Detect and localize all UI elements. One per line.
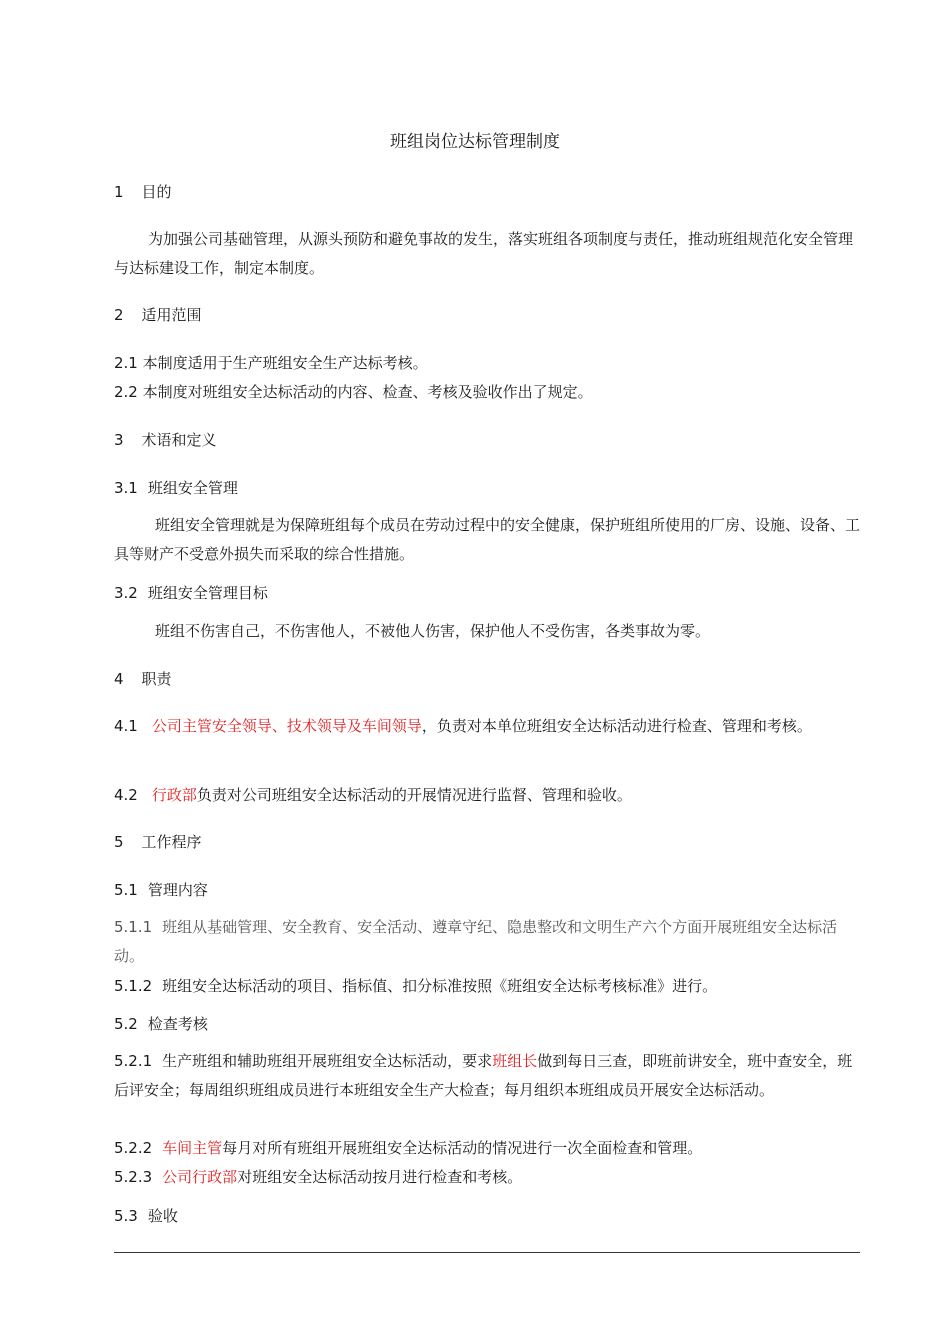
- highlighted-responsible-party: 行政部: [151, 786, 197, 804]
- section-title: 适用范围: [141, 306, 202, 324]
- section-number: 1: [114, 183, 124, 201]
- section-title: 职责: [141, 670, 172, 688]
- section-number: 5: [114, 833, 124, 851]
- subsection-5-3-heading: 5.3 验收: [114, 1207, 178, 1225]
- highlighted-responsible-party: 公司主管安全领导、技术领导及车间领导: [151, 717, 422, 735]
- clause-5-1-1: 5.1.1 班组从基础管理、安全教育、安全活动、遵章守纪、隐患整改和文明生产六个方面开展班组安全达标活动。: [114, 918, 838, 965]
- subsection-5-1-heading: 5.1 管理内容: [114, 881, 208, 899]
- subsection-3-2-heading: 3.2 班组安全管理目标: [114, 584, 268, 602]
- clause-4-1: 4.1 公司主管安全领导、技术领导及车间领导，负责对本单位班组安全达标活动进行检查、管理和考核。: [114, 717, 812, 735]
- highlighted-responsible-party: 班组长: [492, 1052, 538, 1070]
- section-title: 工作程序: [141, 833, 202, 851]
- highlighted-responsible-party: 公司行政部: [162, 1168, 238, 1186]
- clause-2-1: 2.1 本制度适用于生产班组安全生产达标考核。: [114, 354, 428, 372]
- subsection-3-1-body: 班组安全管理就是为保障班组每个成员在劳动过程中的安全健康，保护班组所使用的厂房、设施、设备、工具等财产不受意外损失而采取的综合性措施。: [114, 516, 861, 563]
- clause-2-2: 2.2 本制度对班组安全达标活动的内容、检查、考核及验收作出了规定。: [114, 383, 593, 401]
- subsection-5-2-heading: 5.2 检查考核: [114, 1015, 208, 1033]
- section-number: 4: [114, 670, 124, 688]
- clause-5-2-2: 5.2.2 车间主管每月对所有班组开展班组安全达标活动的情况进行一次全面检查和管理。: [114, 1139, 703, 1157]
- section-number: 2: [114, 306, 124, 324]
- footer-divider: [114, 1252, 860, 1253]
- highlighted-responsible-party: 车间主管: [162, 1139, 223, 1157]
- section-1-heading: [114, 181, 864, 203]
- section-2-heading: [114, 304, 864, 326]
- section-title: 目的: [141, 183, 172, 201]
- subsection-3-2-body: 班组不伤害自己，不伤害他人，不被他人伤害，保护他人不受伤害，各类事故为零。: [155, 622, 711, 640]
- clause-5-2-3: 5.2.3 公司行政部对班组安全达标活动按月进行检查和考核。: [114, 1168, 523, 1186]
- section-title: 术语和定义: [141, 431, 217, 449]
- section-4-heading: [114, 668, 864, 690]
- section-1-body: 为加强公司基础管理，从源头预防和避免事故的发生，落实班组各项制度与责任，推动班组规范化安全管理与达标建设工作，制定本制度。: [114, 230, 854, 277]
- section-3-heading: [114, 429, 864, 451]
- clause-4-2: 4.2 行政部负责对公司班组安全达标活动的开展情况进行监督、管理和验收。: [114, 786, 632, 804]
- section-5-heading: [114, 831, 864, 853]
- clause-5-2-1: 5.2.1 生产班组和辅助班组开展班组安全达标活动，要求班组长做到每日三查，即班前讲安全，班中查安全，班后评安全；每周组织班组成员进行本班组安全生产大检查；每月组织本班组成员开展安全达标活动。: [114, 1052, 853, 1099]
- subsection-3-1-heading: 3.1 班组安全管理: [114, 479, 238, 497]
- clause-5-1-2: 5.1.2 班组安全达标活动的项目、指标值、扣分标准按照《班组安全达标考核标准》进行。: [114, 977, 718, 995]
- section-number: 3: [114, 431, 124, 449]
- document-title: 班组岗位达标管理制度: [390, 132, 560, 152]
